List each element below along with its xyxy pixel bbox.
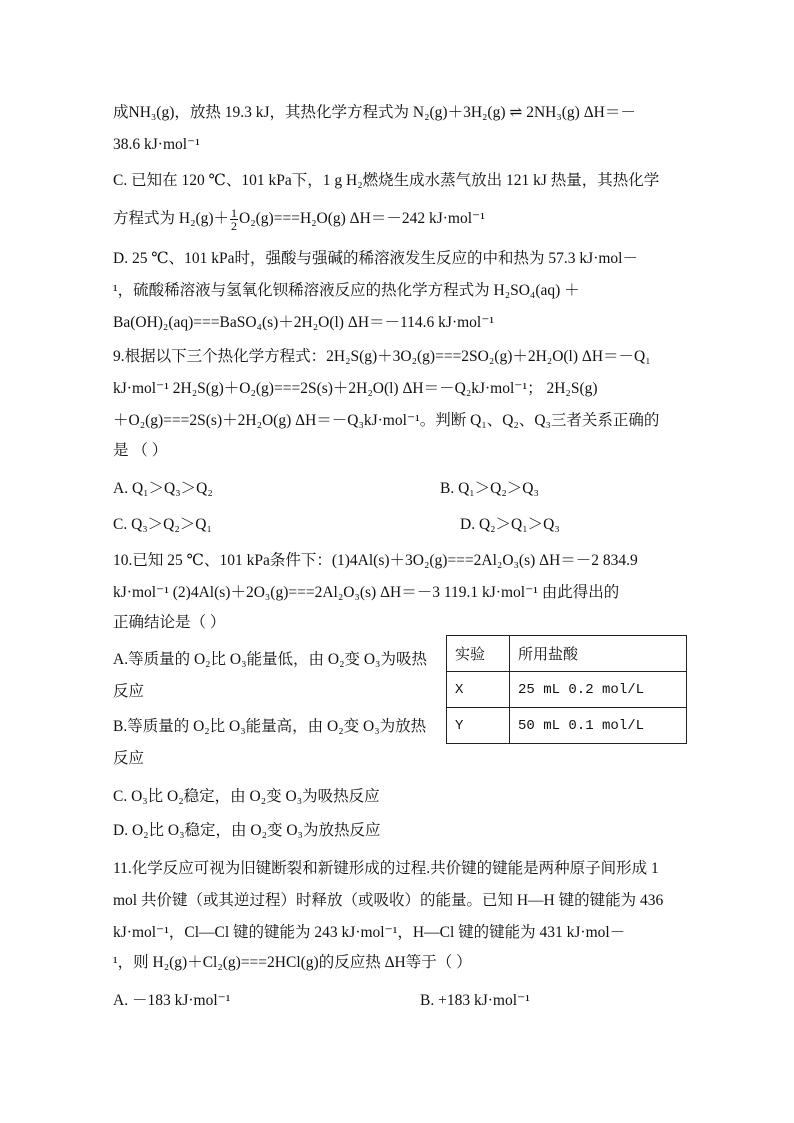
fraction-one-half [230, 207, 238, 232]
question-9-stem: 9.根据以下三个热化学方程式：2H₂S(g)＋3O₂(g)===2SO₂(g)＋2H₂O(l) ΔH＝－Q₁ [113, 348, 651, 365]
text-line: ¹，则 H₂(g)＋Cl₂(g)===2HCl(g)的反应热 ΔH等于（ ） [113, 954, 472, 971]
table-cell: 25 mL 0.2 mol/L [510, 672, 687, 708]
table-row [447, 708, 687, 744]
table-row [447, 672, 687, 708]
option-a: A. Q₁＞Q₃＞Q₂ [113, 480, 213, 497]
table-header-cell: 所用盐酸 [510, 636, 687, 672]
text-line: 38.6 kJ·mol⁻¹ [113, 136, 200, 153]
text-line: 反应 [113, 750, 145, 767]
option-c-equation [113, 207, 485, 232]
text-line: 正确结论是（ ） [113, 614, 226, 631]
text-line: kJ·mol⁻¹，Cl—Cl 键的键能为 243 kJ·mol⁻¹，H—Cl 键的键能为 431 kJ·mol－ [113, 924, 626, 941]
experiment-table [446, 635, 687, 744]
option-c-line: C. 已知在 120 ℃、101 kPa下，1 g H₂燃烧生成水蒸气放出 121 kJ 热量，其热化学 [113, 172, 660, 189]
option-d: D. Q₂＞Q₁＞Q₃ [460, 516, 560, 533]
fraction-numerator: 1 [231, 206, 238, 220]
option-c: C. Q₃＞Q₂＞Q₁ [113, 516, 212, 533]
text-line: 反应 [113, 683, 145, 700]
table-header-cell: 实验 [447, 636, 510, 672]
text-line: ＋O₂(g)===2S(s)＋2H₂O(g) ΔH＝－Q₃kJ·mol⁻¹。判断 Q₁、Q₂、Q₃三者关系正确的 [113, 412, 660, 429]
text-line: 是 （ ） [113, 442, 168, 459]
option-b: B. +183 kJ·mol⁻¹ [420, 992, 530, 1009]
text-line: Ba(OH)₂(aq)===BaSO₄(s)＋2H₂O(l) ΔH＝－114.6 kJ·mol⁻¹ [113, 314, 495, 331]
table-header-row [447, 636, 687, 672]
text-line: ¹，硫酸稀溶液与氢氧化钡稀溶液反应的热化学方程式为 H₂SO₄(aq) ＋ [113, 282, 580, 299]
equation-lead: 方程式为 H₂(g)＋ [113, 210, 230, 228]
option-c: C. O₃比 O₂稳定，由 O₂变 O₃为吸热反应 [113, 788, 380, 805]
question-11-stem: 11.化学反应可视为旧键断裂和新键形成的过程.共价键的键能是两种原子间形成 1 [113, 860, 659, 877]
option-d: D. O₂比 O₃稳定，由 O₂变 O₃为放热反应 [113, 822, 381, 839]
option-a: A. －183 kJ·mol⁻¹ [113, 992, 231, 1009]
text-line: mol 共价键（或其逆过程）时释放（或吸收）的能量。已知 H—H 键的键能为 436 [113, 892, 664, 909]
table-cell: X [447, 672, 510, 708]
question-10-stem: 10.已知 25 ℃、101 kPa条件下：(1)4Al(s)＋3O₂(g)===2Al₂O₃(s) ΔH＝－2 834.9 [113, 552, 638, 569]
option-a: A.等质量的 O₂比 O₃能量低，由 O₂变 O₃为吸热 [113, 651, 427, 668]
text-line: kJ·mol⁻¹ (2)4Al(s)＋2O₃(g)===2Al₂O₃(s) ΔH＝－3 119.1 kJ·mol⁻¹ 由此得出的 [113, 584, 620, 601]
option-b: B.等质量的 O₂比 O₃能量高，由 O₂变 O₃为放热 [113, 718, 427, 735]
text-line: 成NH₃(g)，放热 19.3 kJ，其热化学方程式为 N₂(g)＋3H₂(g) ⇌ 2NH₃(g) ΔH＝－ [113, 104, 636, 121]
table-cell: Y [447, 708, 510, 744]
option-b: B. Q₁＞Q₂＞Q₃ [440, 480, 539, 497]
table-cell: 50 mL 0.1 mol/L [510, 708, 687, 744]
text-line: kJ·mol⁻¹ 2H₂S(g)＋O₂(g)===2S(s)＋2H₂O(l) ΔH＝－Q₂kJ·mol⁻¹； 2H₂S(g) [113, 380, 598, 397]
option-d-line: D. 25 ℃、101 kPa时，强酸与强碱的稀溶液发生反应的中和热为 57.3 kJ·mol－ [113, 250, 638, 267]
fraction-denominator: 2 [231, 219, 238, 233]
equation-tail: O₂(g)===H₂O(g) ΔH＝－242 kJ·mol⁻¹ [239, 210, 485, 228]
